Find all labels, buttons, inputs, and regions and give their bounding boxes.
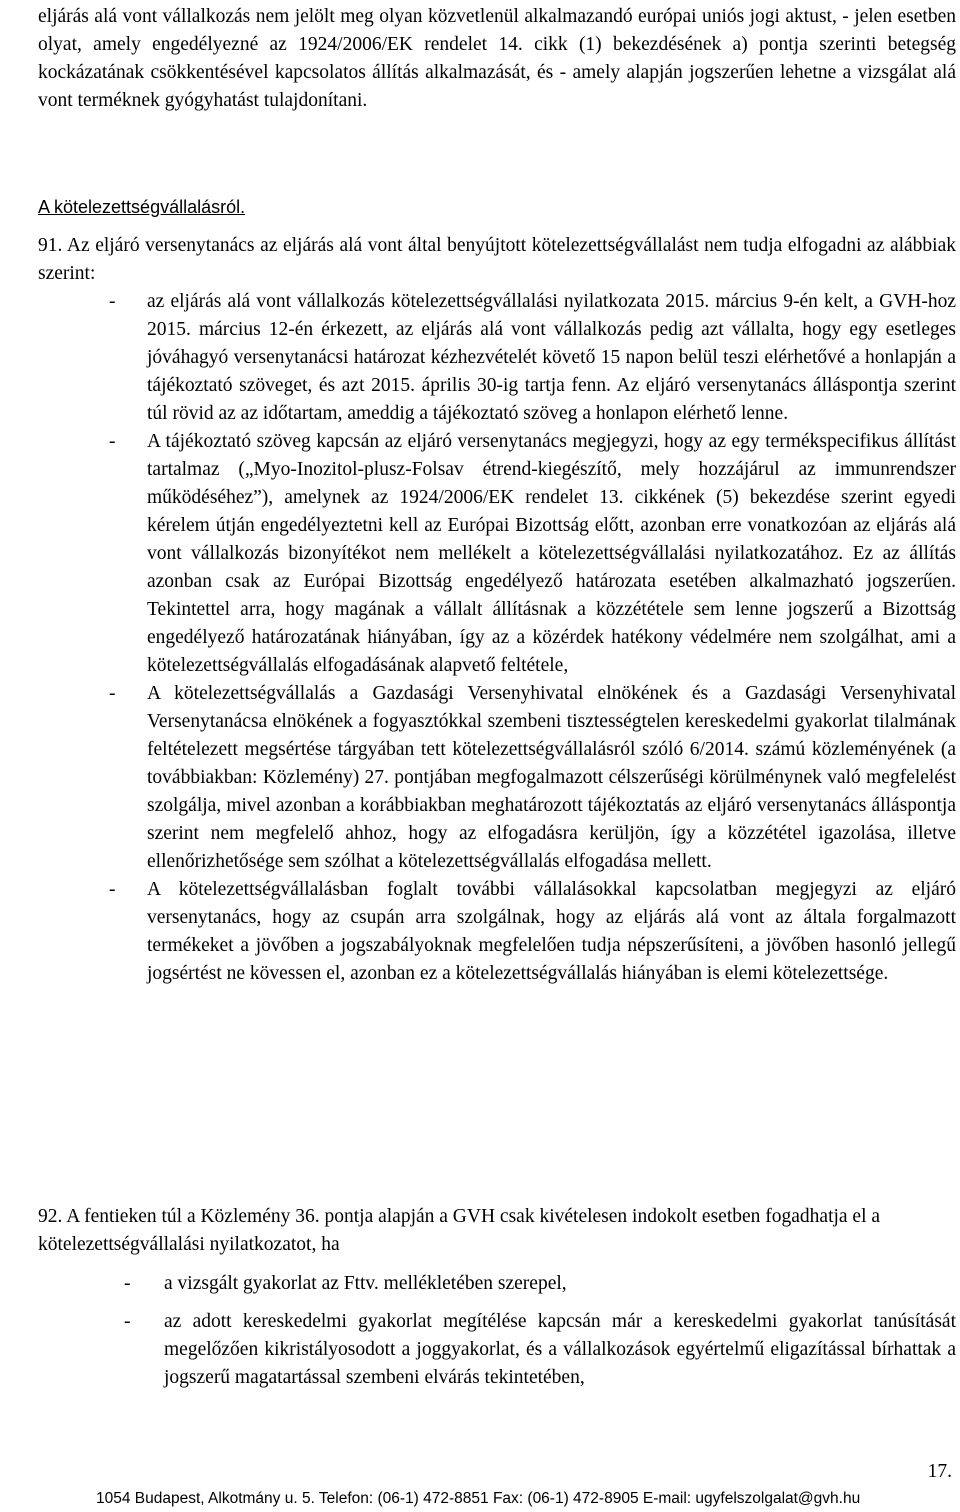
bullet-list-91: [38, 288, 956, 988]
page-footer: 1054 Budapest, Alkotmány u. 5. Telefon: (06-1) 472-8851 Fax: (06-1) 472-8905 E-mail: ugyfelszolgalat@gvh.hu: [96, 1490, 861, 1507]
intro-paragraph: eljárás alá vont vállalkozás nem jelölt meg olyan közvetlenül alkalmazandó európai uniós jogi aktust, - jelen esetben olyat, amely engedélyezné az 1924/2006/EK rendelet 14. cikk (1) bekezdésének a) pontja szerinti betegség kockázatának csökkentésével kapcsolatos állítás alkalmazását, és - amely alapján jogszerűen lehetne a vizsgálat alá vont terméknek gyógyhatást tulajdonítani.: [38, 6, 956, 111]
bullet-dash: -: [109, 431, 116, 452]
bullet-dash: -: [124, 1311, 131, 1332]
list-item-text: A kötelezettségvállalásban foglalt további vállalásokkal kapcsolatban megjegyzi az eljáró versenytanács, hogy az csupán arra szolgálnak, hogy az eljárás alá vont az általa forgalmazott termékeket a jövőben a jogszabályoknak megfelelően tudja népszerűsíteni, a jövőben hasonló jellegű jogsértést ne kövessen el, azonban ez a kötelezettségvállalás hiányában is elemi kötelezettsége.: [147, 879, 956, 984]
list-item: [38, 428, 956, 680]
bullet-dash: -: [109, 683, 116, 704]
list-item: [38, 876, 956, 988]
list-item-text: A tájékoztató szöveg kapcsán az eljáró versenytanács megjegyzi, hogy az egy termékspecifikus állítást tartalmaz („Myo-Inozitol-plusz-Folsav étrend-kiegészítő, mely hozzájárul az immunrendszer működéséhez”), amelynek az 1924/2006/EK rendelet 13. cikkének (5) bekezdése szerint egyedi kérelem útján engedélyeztetni kell az Európai Bizottság előtt, azonban erre vonatkozóan az eljárás alá vont vállalkozás bizonyítékot nem mellékelt a kötelezettségvállalási nyilatkozatához. Ez az állítás azonban csak az Európai Bizottság engedélyező határozata esetében alkalmazható jogszerűen. Tekintettel arra, hogy magának a vállalt állításnak a közzététele sem lenne jogszerű a Bizottság engedélyező határozatának hiányában, így az a közérdek hatékony védelmére nem szolgálhat, ami a kötelezettségvállalás elfogadásának alapvető feltétele,: [147, 431, 956, 676]
bullet-dash: -: [109, 291, 116, 312]
list-item: [38, 1270, 956, 1298]
list-item-text: A kötelezettségvállalás a Gazdasági Versenyhivatal elnökének és a Gazdasági Versenyhivatal Versenytanácsa elnökének a fogyasztókkal szembeni tisztességtelen kereskedelmi gyakorlat tilalmának feltételezett megsértése tárgyában tett kötelezettségvállalásról szóló 6/2014. számú közleményének (a továbbiakban: Közlemény) 27. pontjában megfogalmazott célszerűségi körülménynek való megfelelést szolgálja, mivel azonban a korábbiakban meghatározott tájékoztatás az eljáró versenytanács álláspontja szerint nem megfelelő ahhoz, hogy az elfogadásra kerüljön, így a közzététel igazolása, illetve ellenőrizhetősége sem szólhat a kötelezettségvállalás elfogadása mellett.: [147, 683, 956, 872]
bullet-dash: -: [124, 1273, 131, 1294]
bullet-list-92: [38, 1270, 956, 1402]
list-item-text: az adott kereskedelmi gyakorlat megítélése kapcsán már a kereskedelmi gyakorlat tanúsítását megelőzően kikristályosodott a joggyakorlat, és a vállalkozások egyértelmű eligazítással bírhattak a jogszerű magatartással szembeni elvárás tekintetében,: [164, 1311, 956, 1388]
list-item: [38, 680, 956, 876]
bullet-dash: -: [109, 879, 116, 900]
list-item: [38, 288, 956, 428]
paragraph-91: 91. Az eljáró versenytanács az eljárás alá vont által benyújtott kötelezettségvállalást nem tudja elfogadni az alábbiak szerint:: [38, 235, 956, 284]
list-item-text: a vizsgált gyakorlat az Fttv. mellékletében szerepel,: [164, 1273, 567, 1294]
list-item: [38, 1308, 956, 1392]
page-number: 17.: [927, 1461, 952, 1482]
paragraph-92-text: A fentieken túl a Közlemény 36. pontja alapján a GVH csak kivételesen indokolt esetben fogadhatja el a kötelezettségvállalási nyilatkozatot, ha: [38, 1206, 881, 1255]
paragraph-92: [38, 1203, 956, 1259]
list-item-text: az eljárás alá vont vállalkozás kötelezettségvállalási nyilatkozata 2015. március 9-én kelt, a GVH-hoz 2015. március 12-én érkezett, az eljárás alá vont vállalkozás pedig azt vállalta, hogy egy esetleges jóváhagyó versenytanácsi határozat kézhezvételét követő 15 napon belül teszi elérhetővé a honlapján a tájékoztató szöveget, és azt 2015. április 30-ig tartja fenn. Az eljáró versenytanács álláspontja szerint túl rövid az az időtartam, ameddig a tájékoztató szöveg a honlapon elérhető lenne.: [147, 291, 956, 424]
section-heading: A kötelezettségvállalásról.: [38, 197, 246, 217]
paragraph-92-number: 92.: [38, 1206, 63, 1227]
